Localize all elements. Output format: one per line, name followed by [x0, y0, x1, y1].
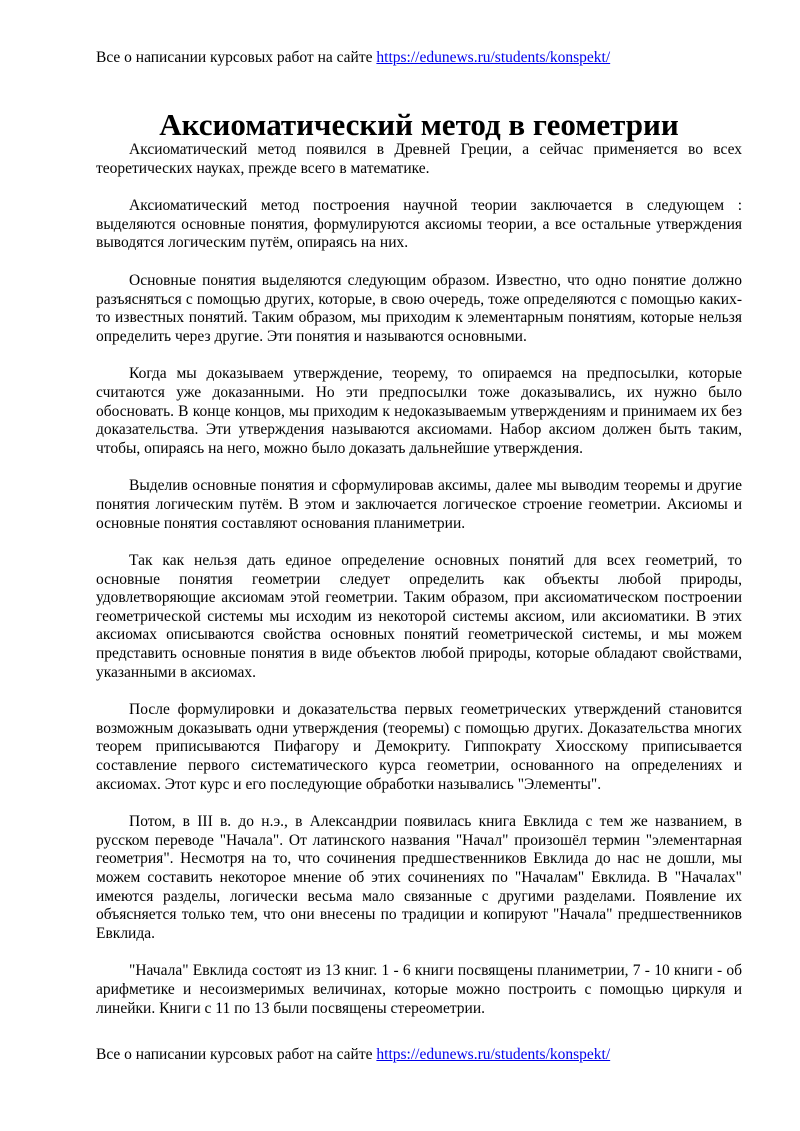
paragraph: Потом, в III в. до н.э., в Александрии появилась книга Евклида с тем же названием, в русском переводе "Начала". От латинского названия "Начал" произошёл термин "элементарная геометрия". Несмотря на то, что сочинения предшественников Евклида до нас не дошли, мы можем составить некоторое мнение об этих сочинениях по "Началам" Евклида. В "Началах" имеются разделы, логически весьма мало связанные с другими разделами. Появление их объясняется только тем, что они внесены по традиции и копируют "Начала" предшественников Евклида.	[96, 813, 742, 942]
footer-link[interactable]: https://edunews.ru/students/konspekt/	[376, 1046, 611, 1063]
paragraph: Аксиоматический метод построения научной теории заключается в следующем : выделяются основные понятия, формулируются аксиомы теории, а все остальные утверждения выводятся логическим путём, опираясь на них.	[96, 197, 742, 252]
paragraph: "Начала" Евклида состоят из 13 книг. 1 - 6 книги посвящены планиметрии, 7 - 10 книги - об арифметике и несоизмеримых величинах, которые можно построить с помощью циркуля и линейки. Книги с 11 по 13 были посвящены стереометрии.	[96, 962, 742, 1017]
paragraph: Аксиоматический метод появился в Древней Греции, а сейчас применяется во всех теоретических науках, прежде всего в математике.	[96, 141, 742, 177]
header-text: Все о написании курсовых работ на сайте	[96, 49, 373, 66]
paragraph: Так как нельзя дать единое определение основных понятий для всех геометрий, то основные понятия геометрии следует определить как объекты любой природы, удовлетворяющие аксиомам этой геометрии. Таким образом, при аксиоматическом построении геометрической системы мы исходим из некоторой системы аксиом, или аксиоматики. В этих аксиомах описываются свойства основных понятий геометрической системы, и мы можем представить основные понятия в виде объектов любой природы, которые обладают свойствами, указанными в аксиомах.	[96, 552, 742, 681]
paragraph: Когда мы доказываем утверждение, теорему, то опираемся на предпосылки, которые считаются уже доказанными. Но эти предпосылки тоже доказывались, их нужно было обосновать. В конце концов, мы приходим к недоказываемым утверждениям и принимаем их без доказательства. Эти утверждения называются аксиомами. Набор аксиом должен быть таким, чтобы, опираясь на него, можно было доказать дальнейшие утверждения.	[96, 365, 742, 457]
paragraph: Выделив основные понятия и сформулировав аксимы, далее мы выводим теоремы и другие понятия логическим путём. В этом и заключается логическое строение геометрии. Аксиомы и основные понятия составляют основания планиметрии.	[96, 477, 742, 532]
document-body	[96, 141, 742, 1037]
page-header	[96, 49, 610, 67]
header-link[interactable]: https://edunews.ru/students/konspekt/	[376, 49, 611, 66]
document-title: Аксиоматический метод в геометрии	[159, 106, 679, 142]
paragraph: Основные понятия выделяются следующим образом. Известно, что одно понятие должно разъясняться с помощью других, которые, в свою очередь, тоже определяются с помощью каких-то известных понятий. Таким образом, мы приходим к элементарным понятиям, которые нельзя определить через другие. Эти понятия и называются основными.	[96, 271, 742, 345]
page-footer	[96, 1046, 610, 1064]
paragraph: После формулировки и доказательства первых геометрических утверждений становится возможным доказывать одни утверждения (теоремы) с помощью других. Доказательства многих теорем приписываются Пифагору и Демокриту. Гиппократу Хиосскому приписывается составление первого систематического курса геометрии, основанного на определениях и аксиомах. Этот курс и его последующие обработки назывались "Элементы".	[96, 701, 742, 793]
footer-text: Все о написании курсовых работ на сайте	[96, 1046, 373, 1063]
